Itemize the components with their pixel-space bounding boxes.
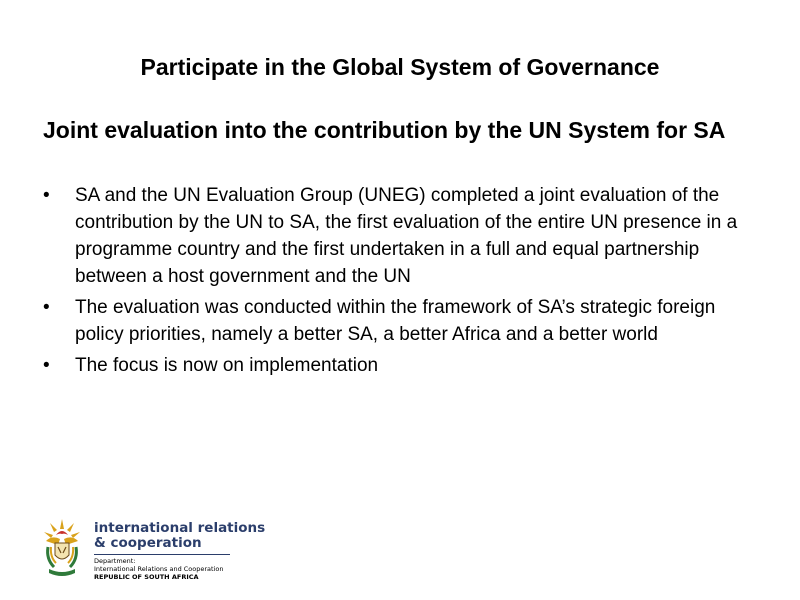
bullet-item <box>43 294 763 348</box>
bullet-text: The evaluation was conducted within the framework of SA’s strategic foreign policy priorities, namely a better SA, a better Africa and a better world <box>75 297 716 345</box>
bullet-text: SA and the UN Evaluation Group (UNEG) completed a joint evaluation of the contribution by the UN to SA, the first evaluation of the entire UN presence in a programme country and the first undertaken in a full and equal partnership between a host government and the UN <box>75 185 738 287</box>
country-name: REPUBLIC OF SOUTH AFRICA <box>94 573 199 581</box>
bullet-icon: • <box>43 185 50 206</box>
bullet-item <box>43 352 763 379</box>
bullet-list <box>43 182 763 383</box>
section-heading: Joint evaluation into the contribution by the UN System for SA <box>43 117 726 143</box>
slide-title: Participate in the Global System of Governance <box>140 54 660 80</box>
bullet-text: The focus is now on implementation <box>75 355 379 376</box>
brand-divider <box>94 554 230 555</box>
department-label: Department: <box>94 557 136 565</box>
coat-of-arms-icon <box>40 517 84 579</box>
brand-name-line1: international relations <box>94 520 266 536</box>
bullet-icon: • <box>43 355 50 376</box>
bullet-icon: • <box>43 297 50 318</box>
brand-name-line2: & cooperation <box>94 535 202 551</box>
department-name: International Relations and Cooperation <box>94 565 224 573</box>
dirco-logo <box>40 517 266 581</box>
bullet-item <box>43 182 763 290</box>
